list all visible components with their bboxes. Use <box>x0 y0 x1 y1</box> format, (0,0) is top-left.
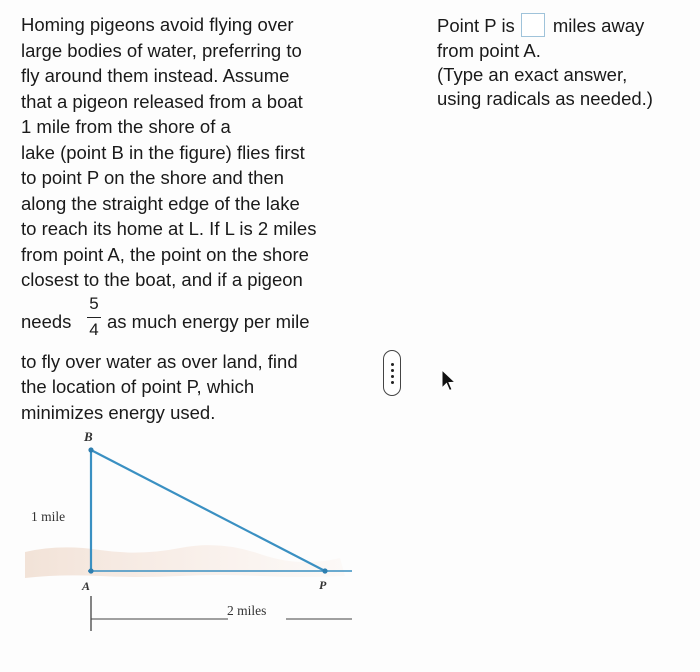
mouse-cursor-icon <box>440 369 456 393</box>
answer-panel <box>437 13 699 111</box>
point-b-dot <box>88 447 93 452</box>
problem-line: to reach its home at L. If L is 2 miles <box>21 218 317 239</box>
problem-line: to point P on the shore and then <box>21 167 284 188</box>
point-p-dot <box>322 568 327 573</box>
energy-ratio-fraction <box>87 293 101 341</box>
fraction-numerator: 5 <box>89 293 99 313</box>
problem-line: minimizes energy used. <box>21 401 216 423</box>
answer-line <box>437 13 699 39</box>
answer-suffix: miles away <box>552 15 645 36</box>
label-one-mile: 1 mile <box>31 509 66 524</box>
label-two-miles: 2 miles <box>227 603 267 618</box>
problem-line: along the straight edge of the lake <box>21 192 300 214</box>
answer-hint-line1: (Type an exact answer, <box>437 64 628 85</box>
problem-line: Homing pigeons avoid flying over <box>21 14 294 35</box>
problem-line: closest to the boat, and if a pigeon <box>21 269 303 290</box>
answer-prefix: Point P is <box>437 15 515 36</box>
answer-line2: from point A. <box>437 40 541 61</box>
label-b: B <box>84 429 93 444</box>
energy-ratio-text: as much energy per mile <box>107 310 310 332</box>
water-shading <box>25 545 345 578</box>
fraction-bar <box>87 317 101 318</box>
point-a-dot <box>88 568 93 573</box>
problem-line: fly around them instead. Assume <box>21 65 290 86</box>
problem-line: to fly over water as over land, find <box>21 350 298 372</box>
problem-line: that a pigeon released from a boat <box>21 90 303 112</box>
problem-line: from point A, the point on the shore <box>21 243 309 265</box>
problem-line: the location of point P, which <box>21 376 255 397</box>
answer-hint-line2: using radicals as needed.) <box>437 88 653 109</box>
energy-ratio-line <box>21 293 366 349</box>
fraction-denominator: 4 <box>89 319 99 339</box>
needs-text: needs <box>21 310 72 332</box>
problem-line: large bodies of water, preferring to <box>21 39 302 61</box>
problem-line: 1 mile from the shore of a <box>21 116 231 137</box>
problem-line: lake (point B in the figure) flies first <box>21 141 305 163</box>
dot-icon <box>391 375 394 378</box>
label-p: P <box>319 578 327 592</box>
dot-icon <box>391 381 394 384</box>
answer-input[interactable] <box>521 13 545 37</box>
problem-statement <box>21 12 366 425</box>
dot-icon <box>391 369 394 372</box>
dot-icon <box>391 363 394 366</box>
more-options-button[interactable] <box>383 350 401 396</box>
label-a: A <box>82 579 91 593</box>
lake-figure <box>0 420 370 672</box>
